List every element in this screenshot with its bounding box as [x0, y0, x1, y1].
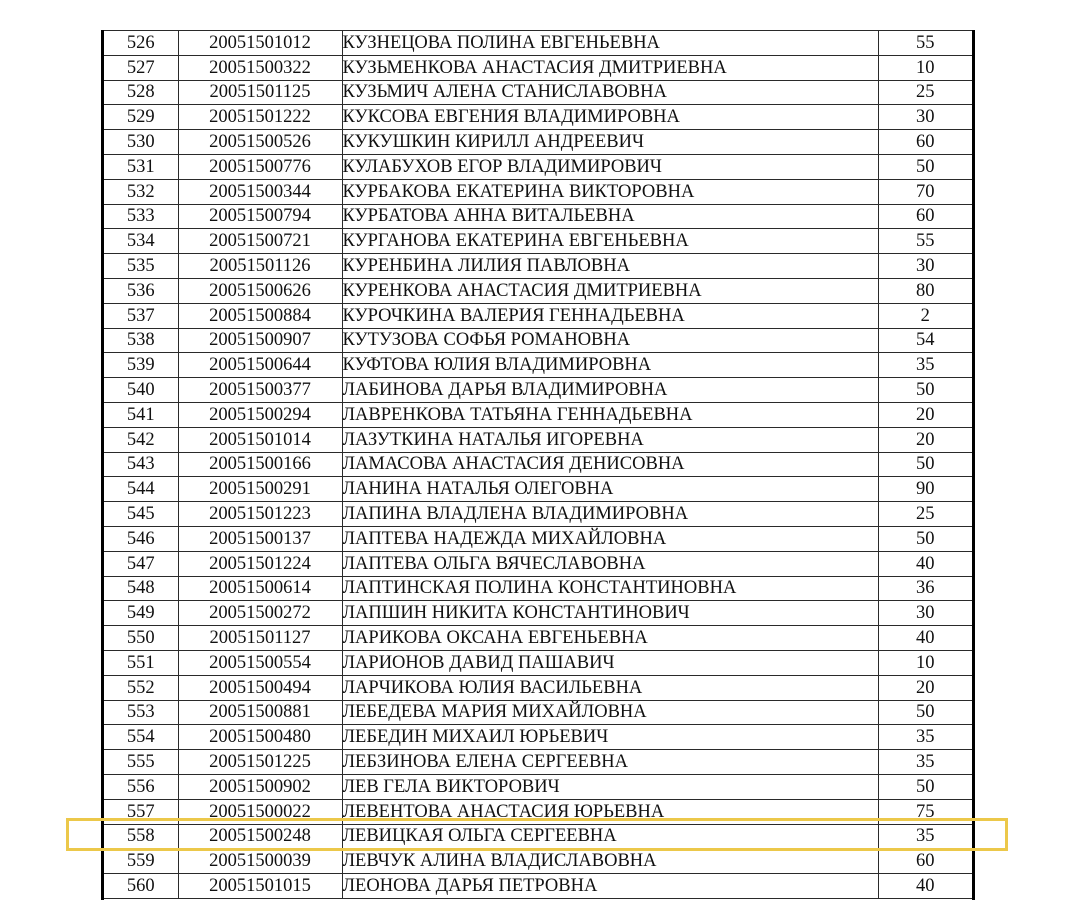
full-name-cell: ЛАРИКОВА ОКСАНА ЕВГЕНЬЕВНА — [342, 626, 878, 651]
student-id-cell: 20051500881 — [178, 700, 342, 725]
row-number-cell: 552 — [104, 675, 178, 700]
row-number-cell: 539 — [104, 353, 178, 378]
table-row — [104, 576, 972, 601]
full-name-cell: КУЛАБУХОВ ЕГОР ВЛАДИМИРОВИЧ — [342, 154, 878, 179]
student-id-cell: 20051501224 — [178, 551, 342, 576]
student-id-cell: 20051501126 — [178, 254, 342, 279]
table-row — [104, 378, 972, 403]
table-row — [104, 650, 972, 675]
results-table-body — [104, 31, 972, 899]
student-id-cell: 20051500248 — [178, 824, 342, 849]
full-name-cell: КУКУШКИН КИРИЛЛ АНДРЕЕВИЧ — [342, 130, 878, 155]
score-cell: 75 — [878, 799, 972, 824]
table-row — [104, 204, 972, 229]
row-number-cell: 534 — [104, 229, 178, 254]
score-cell: 36 — [878, 576, 972, 601]
row-number-cell: 536 — [104, 278, 178, 303]
table-row — [104, 675, 972, 700]
full-name-cell: ЛЕВЧУК АЛИНА ВЛАДИСЛАВОВНА — [342, 849, 878, 874]
row-number-cell: 546 — [104, 526, 178, 551]
score-cell: 50 — [878, 774, 972, 799]
row-number-cell: 556 — [104, 774, 178, 799]
table-row — [104, 601, 972, 626]
row-number-cell: 529 — [104, 105, 178, 130]
full-name-cell: КУЗЬМИЧ АЛЕНА СТАНИСЛАВОВНА — [342, 80, 878, 105]
full-name-cell: ЛЕВЕНТОВА АНАСТАСИЯ ЮРЬЕВНА — [342, 799, 878, 824]
row-number-cell: 530 — [104, 130, 178, 155]
row-number-cell: 554 — [104, 725, 178, 750]
full-name-cell: ЛАПТЕВА НАДЕЖДА МИХАЙЛОВНА — [342, 526, 878, 551]
row-number-cell: 557 — [104, 799, 178, 824]
score-cell: 50 — [878, 378, 972, 403]
row-number-cell: 528 — [104, 80, 178, 105]
score-cell: 2 — [878, 303, 972, 328]
student-id-cell: 20051500794 — [178, 204, 342, 229]
table-row — [104, 278, 972, 303]
table-row — [104, 105, 972, 130]
full-name-cell: КУФТОВА ЮЛИЯ ВЛАДИМИРОВНА — [342, 353, 878, 378]
full-name-cell: КУЗНЕЦОВА ПОЛИНА ЕВГЕНЬЕВНА — [342, 31, 878, 56]
student-id-cell: 20051500644 — [178, 353, 342, 378]
student-id-cell: 20051500022 — [178, 799, 342, 824]
full-name-cell: ЛЕБЕДИН МИХАИЛ ЮРЬЕВИЧ — [342, 725, 878, 750]
table-row — [104, 328, 972, 353]
student-id-cell: 20051500322 — [178, 55, 342, 80]
score-cell: 35 — [878, 824, 972, 849]
full-name-cell: КУРГАНОВА ЕКАТЕРИНА ЕВГЕНЬЕВНА — [342, 229, 878, 254]
table-row — [104, 477, 972, 502]
table-row — [104, 427, 972, 452]
table-row — [104, 179, 972, 204]
row-number-cell: 541 — [104, 402, 178, 427]
score-cell: 20 — [878, 675, 972, 700]
table-row — [104, 229, 972, 254]
row-number-cell: 544 — [104, 477, 178, 502]
student-id-cell: 20051500039 — [178, 849, 342, 874]
row-number-cell: 553 — [104, 700, 178, 725]
score-cell: 30 — [878, 254, 972, 279]
score-cell: 55 — [878, 31, 972, 56]
table-row — [104, 55, 972, 80]
student-id-cell: 20051501125 — [178, 80, 342, 105]
score-cell: 50 — [878, 452, 972, 477]
table-row — [104, 874, 972, 899]
row-number-cell: 545 — [104, 502, 178, 527]
row-number-cell: 542 — [104, 427, 178, 452]
table-row — [104, 452, 972, 477]
full-name-cell: ЛАРЧИКОВА ЮЛИЯ ВАСИЛЬЕВНА — [342, 675, 878, 700]
table-row — [104, 725, 972, 750]
row-number-cell: 548 — [104, 576, 178, 601]
score-cell: 10 — [878, 650, 972, 675]
table-row — [104, 154, 972, 179]
full-name-cell: ЛАПШИН НИКИТА КОНСТАНТИНОВИЧ — [342, 601, 878, 626]
row-number-cell: 540 — [104, 378, 178, 403]
table-row — [104, 303, 972, 328]
full-name-cell: КУКСОВА ЕВГЕНИЯ ВЛАДИМИРОВНА — [342, 105, 878, 130]
row-number-cell: 551 — [104, 650, 178, 675]
student-id-cell: 20051500721 — [178, 229, 342, 254]
row-number-cell: 535 — [104, 254, 178, 279]
score-cell: 30 — [878, 105, 972, 130]
table-row-highlighted — [104, 824, 972, 849]
table-row — [104, 849, 972, 874]
full-name-cell: ЛАПТЕВА ОЛЬГА ВЯЧЕСЛАВОВНА — [342, 551, 878, 576]
row-number-cell: 560 — [104, 874, 178, 899]
table-row — [104, 80, 972, 105]
full-name-cell: КУРОЧКИНА ВАЛЕРИЯ ГЕННАДЬЕВНА — [342, 303, 878, 328]
student-id-cell: 20051500494 — [178, 675, 342, 700]
full-name-cell: ЛАПТИНСКАЯ ПОЛИНА КОНСТАНТИНОВНА — [342, 576, 878, 601]
full-name-cell: ЛАМАСОВА АНАСТАСИЯ ДЕНИСОВНА — [342, 452, 878, 477]
score-cell: 25 — [878, 80, 972, 105]
student-id-cell: 20051500344 — [178, 179, 342, 204]
table-row — [104, 551, 972, 576]
table-row — [104, 799, 972, 824]
student-id-cell: 20051500272 — [178, 601, 342, 626]
student-id-cell: 20051501012 — [178, 31, 342, 56]
table-row — [104, 526, 972, 551]
full-name-cell: ЛАВРЕНКОВА ТАТЬЯНА ГЕННАДЬЕВНА — [342, 402, 878, 427]
table-row — [104, 353, 972, 378]
score-cell: 50 — [878, 154, 972, 179]
row-number-cell: 526 — [104, 31, 178, 56]
student-id-cell: 20051500614 — [178, 576, 342, 601]
score-cell: 20 — [878, 402, 972, 427]
student-id-cell: 20051500902 — [178, 774, 342, 799]
table-row — [104, 750, 972, 775]
row-number-cell: 547 — [104, 551, 178, 576]
score-cell: 40 — [878, 626, 972, 651]
score-cell: 20 — [878, 427, 972, 452]
full-name-cell: ЛАБИНОВА ДАРЬЯ ВЛАДИМИРОВНА — [342, 378, 878, 403]
table-row — [104, 254, 972, 279]
row-number-cell: 538 — [104, 328, 178, 353]
student-id-cell: 20051500554 — [178, 650, 342, 675]
score-cell: 10 — [878, 55, 972, 80]
full-name-cell: ЛАРИОНОВ ДАВИД ПАШАВИЧ — [342, 650, 878, 675]
row-number-cell: 533 — [104, 204, 178, 229]
full-name-cell: КУРЕНКОВА АНАСТАСИЯ ДМИТРИЕВНА — [342, 278, 878, 303]
score-cell: 40 — [878, 551, 972, 576]
full-name-cell: ЛЕВ ГЕЛА ВИКТОРОВИЧ — [342, 774, 878, 799]
full-name-cell: КУЗЬМЕНКОВА АНАСТАСИЯ ДМИТРИЕВНА — [342, 55, 878, 80]
score-cell: 54 — [878, 328, 972, 353]
student-id-cell: 20051500626 — [178, 278, 342, 303]
student-id-cell: 20051501223 — [178, 502, 342, 527]
full-name-cell: КУРБАТОВА АННА ВИТАЛЬЕВНА — [342, 204, 878, 229]
score-cell: 55 — [878, 229, 972, 254]
score-cell: 60 — [878, 849, 972, 874]
score-cell: 80 — [878, 278, 972, 303]
full-name-cell: ЛАЗУТКИНА НАТАЛЬЯ ИГОРЕВНА — [342, 427, 878, 452]
student-id-cell: 20051500166 — [178, 452, 342, 477]
row-number-cell: 532 — [104, 179, 178, 204]
student-id-cell: 20051501222 — [178, 105, 342, 130]
student-id-cell: 20051500776 — [178, 154, 342, 179]
score-cell: 60 — [878, 204, 972, 229]
score-cell: 70 — [878, 179, 972, 204]
student-id-cell: 20051500377 — [178, 378, 342, 403]
score-cell: 60 — [878, 130, 972, 155]
score-cell: 35 — [878, 353, 972, 378]
row-number-cell: 558 — [104, 824, 178, 849]
row-number-cell: 531 — [104, 154, 178, 179]
full-name-cell: КУРЕНБИНА ЛИЛИЯ ПАВЛОВНА — [342, 254, 878, 279]
student-id-cell: 20051500137 — [178, 526, 342, 551]
student-id-cell: 20051500294 — [178, 402, 342, 427]
row-number-cell: 550 — [104, 626, 178, 651]
student-id-cell: 20051501014 — [178, 427, 342, 452]
full-name-cell: ЛАНИНА НАТАЛЬЯ ОЛЕГОВНА — [342, 477, 878, 502]
full-name-cell: ЛЕОНОВА ДАРЬЯ ПЕТРОВНА — [342, 874, 878, 899]
student-id-cell: 20051500884 — [178, 303, 342, 328]
student-id-cell: 20051500291 — [178, 477, 342, 502]
score-cell: 35 — [878, 750, 972, 775]
table-row — [104, 502, 972, 527]
full-name-cell: ЛЕВИЦКАЯ ОЛЬГА СЕРГЕЕВНА — [342, 824, 878, 849]
results-table — [104, 30, 972, 899]
row-number-cell: 543 — [104, 452, 178, 477]
table-row — [104, 402, 972, 427]
student-id-cell: 20051501127 — [178, 626, 342, 651]
full-name-cell: ЛЕБЕДЕВА МАРИЯ МИХАЙЛОВНА — [342, 700, 878, 725]
full-name-cell: КУРБАКОВА ЕКАТЕРИНА ВИКТОРОВНА — [342, 179, 878, 204]
full-name-cell: ЛЕБЗИНОВА ЕЛЕНА СЕРГЕЕВНА — [342, 750, 878, 775]
student-id-cell: 20051501225 — [178, 750, 342, 775]
student-id-cell: 20051500480 — [178, 725, 342, 750]
score-cell: 50 — [878, 700, 972, 725]
score-cell: 35 — [878, 725, 972, 750]
score-cell: 40 — [878, 874, 972, 899]
table-row — [104, 774, 972, 799]
row-number-cell: 555 — [104, 750, 178, 775]
score-cell: 25 — [878, 502, 972, 527]
row-number-cell: 549 — [104, 601, 178, 626]
row-number-cell: 559 — [104, 849, 178, 874]
results-sheet — [101, 30, 975, 900]
student-id-cell: 20051500907 — [178, 328, 342, 353]
table-row — [104, 130, 972, 155]
row-number-cell: 527 — [104, 55, 178, 80]
row-number-cell: 537 — [104, 303, 178, 328]
table-row — [104, 31, 972, 56]
student-id-cell: 20051500526 — [178, 130, 342, 155]
score-cell: 90 — [878, 477, 972, 502]
student-id-cell: 20051501015 — [178, 874, 342, 899]
table-row — [104, 700, 972, 725]
full-name-cell: ЛАПИНА ВЛАДЛЕНА ВЛАДИМИРОВНА — [342, 502, 878, 527]
full-name-cell: КУТУЗОВА СОФЬЯ РОМАНОВНА — [342, 328, 878, 353]
table-row — [104, 626, 972, 651]
score-cell: 50 — [878, 526, 972, 551]
score-cell: 30 — [878, 601, 972, 626]
